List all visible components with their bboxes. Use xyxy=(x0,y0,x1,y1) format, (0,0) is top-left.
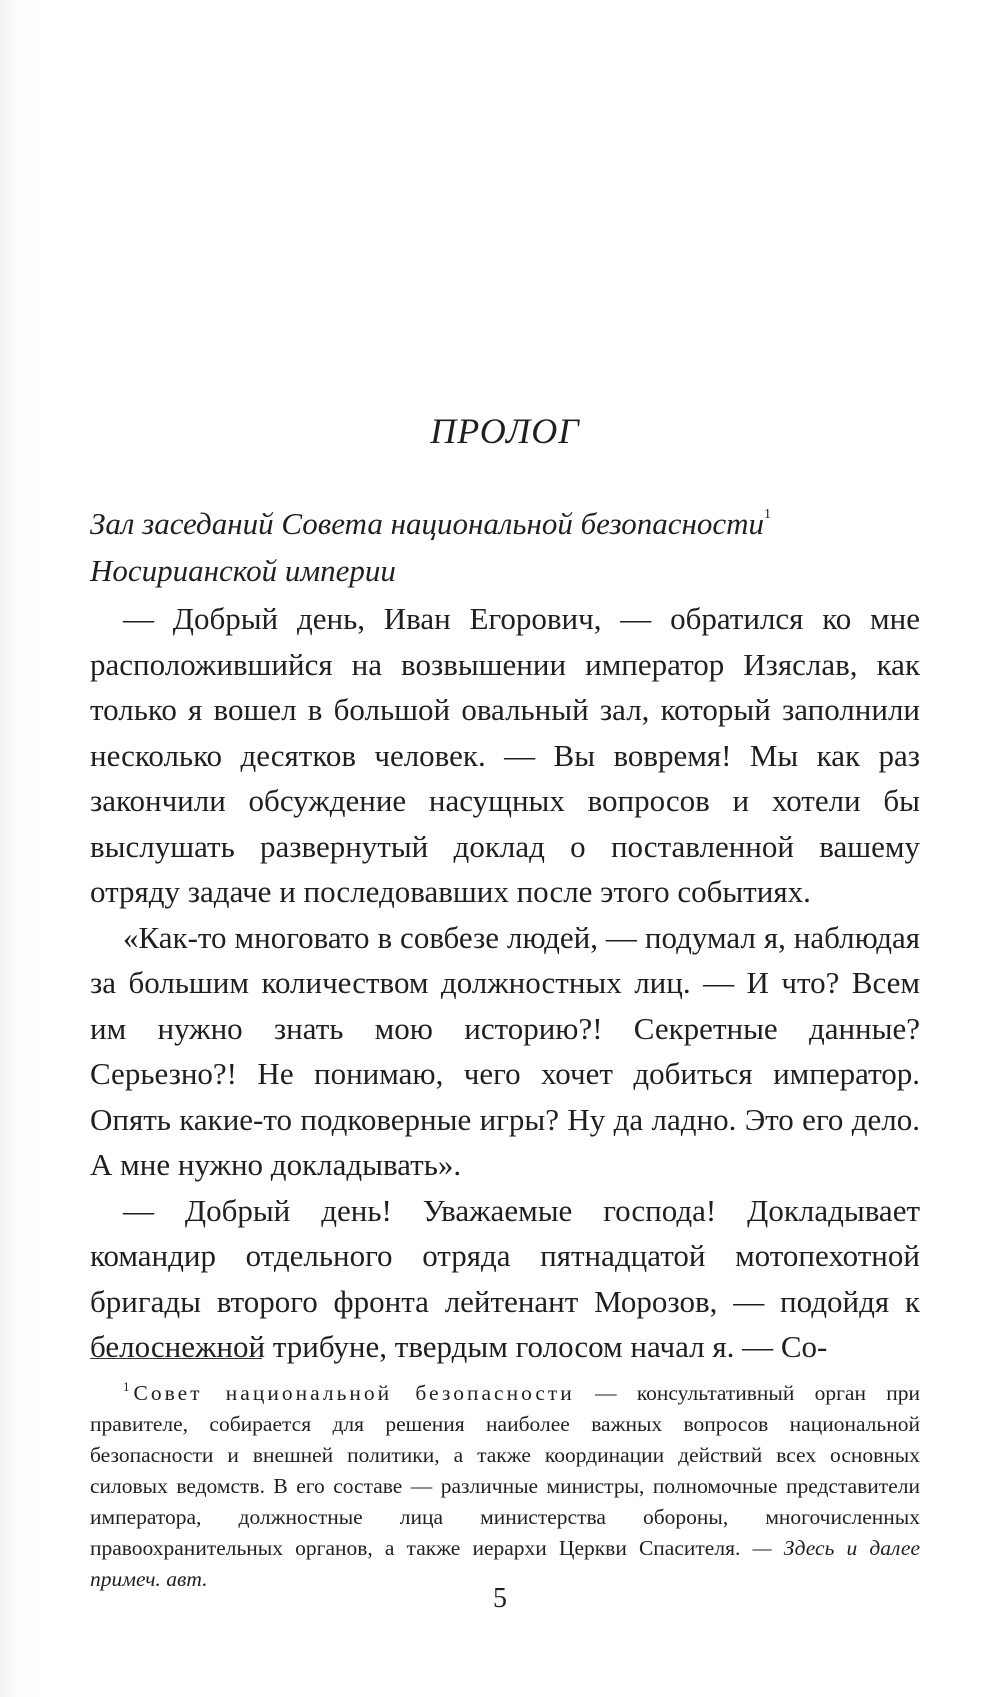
paragraph-2: «Как-то многовато в совбезе людей, — подумал я, наблюдая за большим количеством должностных лиц. — И что? Всем им нужно знать мою историю?! Секретные данные? Серьезно?! Не понимаю, чего хочет добиться император. Опять какие-то подковерные игры? Ну да ладно. Это его дело. А мне нужно докладывать». xyxy=(90,919,920,1182)
paragraph-3: — Добрый день! Уважаемые господа! Докладывает командир отдельного отряда пятнадцатой мотопехотной бригады второго фронта лейтенант Морозов, — подойдя к белоснежной трибуне, твердым голосом начал я. — Со- xyxy=(90,1192,920,1364)
chapter-title: ПРОЛОГ xyxy=(430,411,580,451)
footnote-reference[interactable]: 1 xyxy=(764,507,771,522)
footnote-author-note: — Здесь и далее примеч. авт. xyxy=(90,1536,920,1591)
body-text xyxy=(90,596,920,1370)
footnote-term: Совет национальной безопасности xyxy=(133,1381,575,1405)
footnote-text: — консультативный орган при правителе, собирается для решения наиболее важных вопросов национальной безопасности и внешней политики, а также координации действий всех основных силовых ведомств. В его составе — различные министры, полномочные представители императора, должностные лица министерства обороны, многочисленных правоохранительных органов, а также иерархи Церкви Спасителя. xyxy=(90,1381,920,1560)
subtitle-line-2: Носирианской империи xyxy=(90,553,396,588)
subtitle-line-1: Зал заседаний Совета национальной безопасности xyxy=(90,506,764,541)
page-number: 5 xyxy=(493,1583,507,1614)
chapter-subtitle xyxy=(90,500,920,594)
footnote-mark: 1 xyxy=(123,1379,130,1394)
footnote-divider xyxy=(90,1358,262,1359)
paragraph-1: — Добрый день, Иван Егорович, — обратился ко мне расположившийся на возвышении император Изяслав, как только я вошел в большой овальный зал, который заполнили несколько десятков человек. — Вы вовремя! Мы как раз закончили обсуждение насущных вопросов и хотели бы выслушать развернутый доклад о поставленной вашему отряду задаче и последовавших после этого событиях. xyxy=(90,601,920,909)
footnote xyxy=(90,1378,920,1595)
